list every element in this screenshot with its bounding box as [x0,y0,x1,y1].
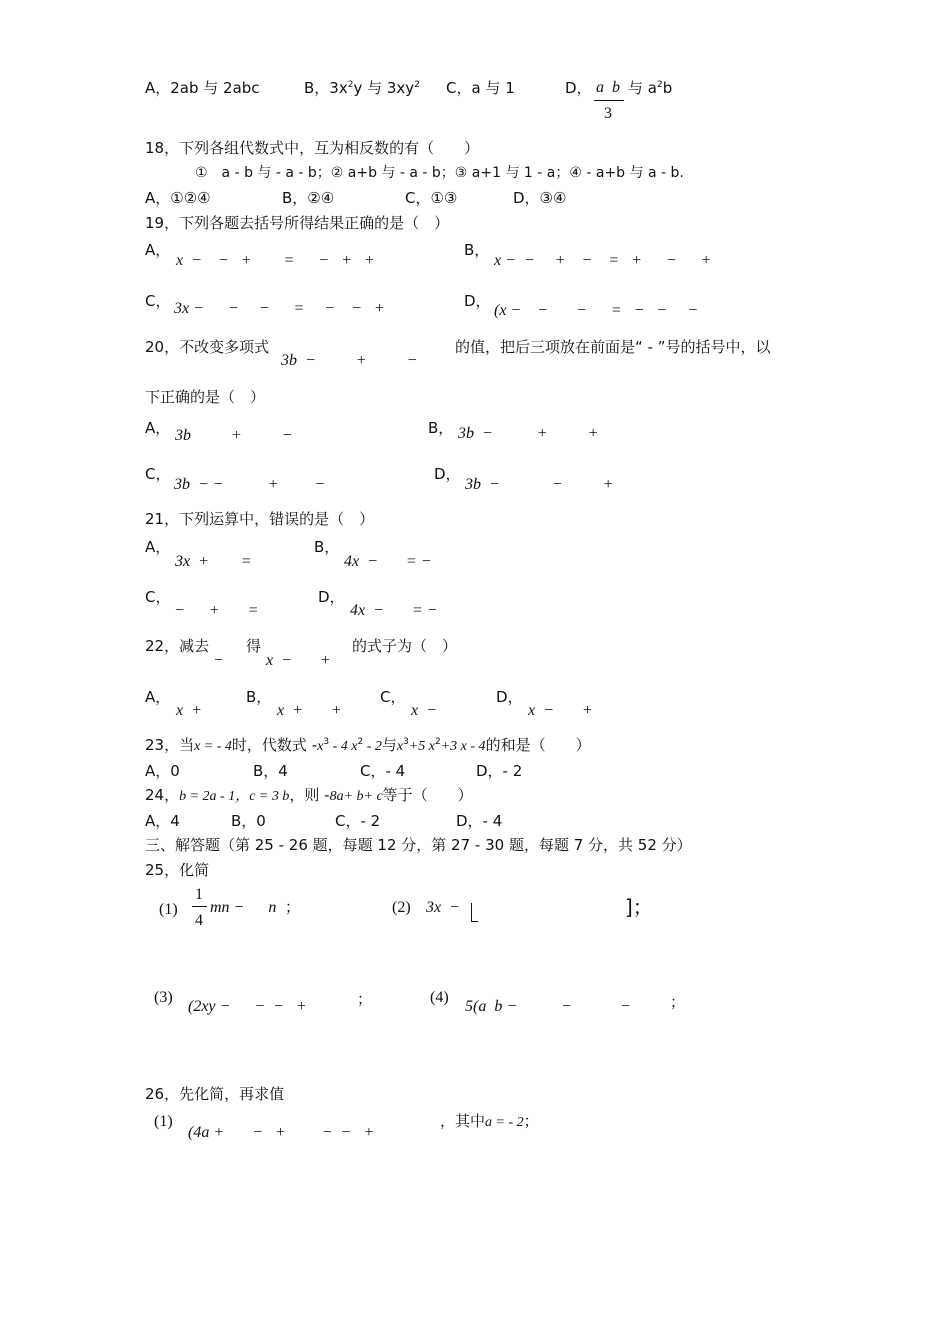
q21-option-b-expr: 4x − = − [344,553,432,570]
q20-option-c-label: C， [145,465,171,483]
left-bracket [471,903,478,922]
q22-option-d-expr: x − + [528,702,593,719]
q26-part1-expr: (4a + − + − − + [188,1124,375,1141]
q25-stem: 25，化简 [145,861,210,879]
q22-option-c-label: C， [380,688,406,706]
q25-part2-end: ]； [625,895,653,919]
q19-stem: 19，下列各题去括号所得结果正确的是（ ） [145,214,450,232]
q25-part4-end: ； [670,993,686,1011]
q24-option-b: B，0 [231,812,266,830]
q23-option-a: A，0 [145,762,180,780]
q20-option-d-label: D， [434,465,461,483]
q19-option-b-expr: x − − + − = + − + [494,252,712,269]
q18-stem: 18，下列各组代数式中，互为相反数的有（ ） [145,139,480,157]
q21-option-d-label: D， [318,588,345,606]
q24-option-a: A，4 [145,812,180,830]
q22-subtrahend: − [213,652,224,669]
q21-option-c-label: C， [145,588,171,606]
q17-option-c: C，a 与 1 [446,79,515,97]
q22-option-b-expr: x + + [277,702,342,719]
q21-option-a-expr: 3x + = [175,553,252,570]
q25-part1-denominator: 4 [195,912,203,929]
q19-option-d-expr: (x − − − = − − − [494,302,699,319]
q25-part1-numerator: 1 [195,886,203,903]
q25-part4-label: (4) [430,989,449,1006]
q19-option-c-expr: 3x − − − = − − + [174,300,385,317]
q22-option-b-label: B， [246,688,272,706]
q26-part1-label: (1) [154,1113,173,1130]
q21-option-d-expr: 4x − = − [350,602,438,619]
q19-option-b-label: B， [464,241,490,259]
q22-option-a-label: A， [145,688,171,706]
q25-part4-expr: 5(a b − − − [465,998,631,1015]
q22-result-expr: x − + [266,652,331,669]
q20-option-a-expr: 3b + − [175,427,293,444]
q25-part3-end: ； [357,990,373,1008]
q22-option-c-expr: x − [411,702,437,719]
q25-part3-label: (3) [154,989,173,1006]
q21-option-c-expr: − + = [174,602,259,619]
q22-option-a-expr: x + [176,702,202,719]
q17-option-d-numerator: a b [596,79,620,96]
q17-option-d-rest: 与 $a^2b$ [628,79,673,97]
q20-option-d-expr: 3b − − + [465,476,614,493]
q20-polynomial: 3b − + − [281,352,418,369]
q21-option-a-label: A， [145,538,171,556]
q17-option-b: B，$3x^2y$ 与 $3xy^2$ [304,79,420,97]
q25-part2-expr: 3x − [426,899,460,916]
q20-stem-c: 下正确的是（ ） [145,388,266,406]
q22-stem-c: 的式子为（ ） [352,637,458,655]
q20-option-b-label: B， [428,419,454,437]
q17-option-d-label: D， [565,79,592,97]
q20-option-c-expr: 3b − − + − [174,476,326,493]
q22-stem-a: 22，减去 [145,637,210,655]
fraction-bar [594,100,624,101]
q25-part1-expr: mn − n [210,899,277,916]
q19-option-a-expr: x − − + = − + + [176,252,375,269]
fraction-bar [192,906,207,907]
q24-option-d: D，- 4 [456,812,503,830]
q25-part1-label: (1) [159,901,178,918]
q18-option-c: C，①③ [405,189,458,207]
q20-option-a-label: A， [145,419,171,437]
q21-stem: 21，下列运算中，错误的是（ ） [145,510,375,528]
q18-items: ① a - b 与 - a - b；② a+b 与 - a - b；③ a+1 与 1 - a；④ - a+b 与 a - b. [195,165,684,181]
q24-stem: 24，b = 2a - 1，c = 3 b，则 -8a+ b+ c等于（ ） [145,786,473,804]
q20-option-b-expr: 3b − + + [458,425,599,442]
q21-option-b-label: B， [314,538,340,556]
q20-stem-b: 的值，把后三项放在前面是“ - ”号的括号中，以 [455,338,771,356]
q20-stem-a: 20，不改变多项式 [145,338,270,356]
q25-part1-end: ； [285,898,301,916]
q18-option-d: D，③④ [513,189,567,207]
q26-stem: 26，先化简，再求值 [145,1085,285,1103]
q25-part2-label: (2) [392,899,411,916]
q26-part1-condition: ，其中a = - 2； [440,1112,539,1130]
q19-option-a-label: A， [145,241,171,259]
q22-stem-b: 得 [246,637,262,655]
q19-option-c-label: C， [145,292,171,310]
q25-part3-expr: (2xy − − − + [188,998,307,1015]
q23-option-d: D，- 2 [476,762,523,780]
q24-option-c: C，- 2 [335,812,381,830]
q17-option-a: A，2ab 与 2abc [145,79,260,97]
section-3-title: 三、解答题（第 25 - 26 题，每题 12 分，第 27 - 30 题，每题 7 分，共 52 分） [145,836,692,854]
q23-option-b: B，4 [253,762,288,780]
q18-option-a: A，①②④ [145,189,211,207]
q23-stem: 23，当x = - 4时，代数式 $-x^3 - 4$ $x^2 - 2$与$x^3+5$ $x^2+3$ x - 4的和是（ ） [145,736,591,754]
q23-option-c: C，- 4 [360,762,406,780]
q19-option-d-label: D， [464,292,491,310]
q17-option-d-denominator: 3 [604,105,612,122]
q22-option-d-label: D， [496,688,523,706]
q18-option-b: B，②④ [282,189,335,207]
